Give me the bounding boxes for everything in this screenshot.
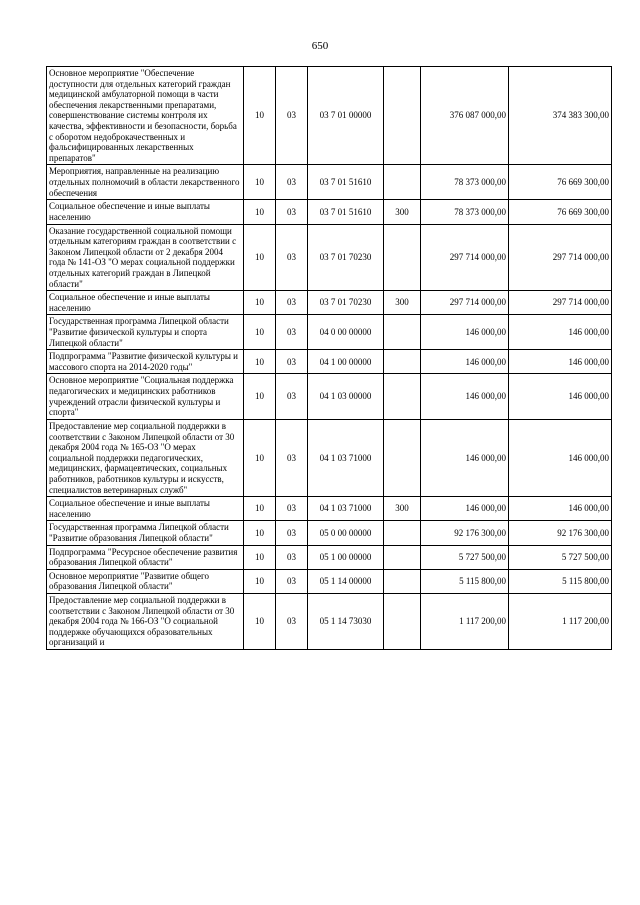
row-amount-1-cell: 146 000,00 — [421, 419, 509, 496]
row-subsection-cell: 03 — [276, 419, 308, 496]
row-amount-1-cell: 92 176 300,00 — [421, 521, 509, 545]
page-number: 650 — [311, 40, 329, 52]
row-name-cell: Основное мероприятие "Социальная поддержка педагогических и медицинских работников учреждений отрасли физической культуры и спорта" — [47, 374, 244, 419]
table-row — [47, 419, 612, 496]
row-expense-type-cell — [384, 224, 421, 291]
row-target-article-cell: 03 7 01 00000 — [308, 67, 384, 165]
row-subsection-cell: 03 — [276, 200, 308, 224]
row-amount-2-cell: 76 669 300,00 — [509, 200, 612, 224]
row-target-article-cell: 05 1 14 00000 — [308, 569, 384, 593]
row-subsection-cell: 03 — [276, 569, 308, 593]
row-target-article-cell: 04 1 03 71000 — [308, 419, 384, 496]
row-name-cell: Предоставление мер социальной поддержки в соответствии с Законом Липецкой области от 30 декабря 2004 года № 165-ОЗ "О мерах социальной поддержки педагогических, медицинских, фармацевтических, социальных работников, работников культуры и искусств, специалистов ветеринарных служб" — [47, 419, 244, 496]
row-expense-type-cell — [384, 374, 421, 419]
row-amount-1-cell: 5 727 500,00 — [421, 545, 509, 569]
row-expense-type-cell — [384, 545, 421, 569]
row-amount-2-cell: 5 115 800,00 — [509, 569, 612, 593]
row-subsection-cell: 03 — [276, 291, 308, 315]
row-target-article-cell: 05 1 14 73030 — [308, 594, 384, 650]
row-subsection-cell: 03 — [276, 521, 308, 545]
row-name-cell: Подпрограмма "Развитие физической культуры и массового спорта на 2014-2020 годы" — [47, 350, 244, 374]
row-amount-2-cell: 297 714 000,00 — [509, 291, 612, 315]
row-amount-1-cell: 146 000,00 — [421, 374, 509, 419]
row-subsection-cell: 03 — [276, 315, 308, 350]
row-target-article-cell: 05 1 00 00000 — [308, 545, 384, 569]
row-section-cell: 10 — [244, 350, 276, 374]
row-section-cell: 10 — [244, 594, 276, 650]
row-subsection-cell: 03 — [276, 594, 308, 650]
row-target-article-cell: 05 0 00 00000 — [308, 521, 384, 545]
row-target-article-cell: 04 1 00 00000 — [308, 350, 384, 374]
row-amount-1-cell: 146 000,00 — [421, 350, 509, 374]
row-amount-1-cell: 297 714 000,00 — [421, 291, 509, 315]
table-row — [47, 165, 612, 200]
row-section-cell: 10 — [244, 545, 276, 569]
row-subsection-cell: 03 — [276, 350, 308, 374]
row-amount-2-cell: 1 117 200,00 — [509, 594, 612, 650]
budget-table-body — [47, 67, 612, 650]
row-subsection-cell: 03 — [276, 165, 308, 200]
row-amount-1-cell: 5 115 800,00 — [421, 569, 509, 593]
row-expense-type-cell — [384, 569, 421, 593]
row-subsection-cell: 03 — [276, 545, 308, 569]
row-expense-type-cell — [384, 67, 421, 165]
row-name-cell: Предоставление мер социальной поддержки в соответствии с Законом Липецкой области от 30 декабря 2004 года № 166-ОЗ "О социальной поддержке обучающихся образовательных организаций и — [47, 594, 244, 650]
row-section-cell: 10 — [244, 224, 276, 291]
row-section-cell: 10 — [244, 67, 276, 165]
row-amount-2-cell: 92 176 300,00 — [509, 521, 612, 545]
row-amount-2-cell: 146 000,00 — [509, 350, 612, 374]
table-row — [47, 497, 612, 521]
row-name-cell: Социальное обеспечение и иные выплаты населению — [47, 200, 244, 224]
row-target-article-cell: 04 1 03 00000 — [308, 374, 384, 419]
row-amount-1-cell: 297 714 000,00 — [421, 224, 509, 291]
table-row — [47, 545, 612, 569]
row-amount-2-cell: 5 727 500,00 — [509, 545, 612, 569]
row-name-cell: Государственная программа Липецкой области "Развитие образования Липецкой области" — [47, 521, 244, 545]
row-subsection-cell: 03 — [276, 374, 308, 419]
row-amount-2-cell: 297 714 000,00 — [509, 224, 612, 291]
row-amount-1-cell: 78 373 000,00 — [421, 165, 509, 200]
row-section-cell: 10 — [244, 200, 276, 224]
table-row — [47, 521, 612, 545]
row-target-article-cell: 04 0 00 00000 — [308, 315, 384, 350]
row-target-article-cell: 03 7 01 70230 — [308, 291, 384, 315]
row-name-cell: Подпрограмма "Ресурсное обеспечение развития образования Липецкой области" — [47, 545, 244, 569]
row-amount-2-cell: 146 000,00 — [509, 374, 612, 419]
row-section-cell: 10 — [244, 165, 276, 200]
row-amount-1-cell: 78 373 000,00 — [421, 200, 509, 224]
table-row — [47, 291, 612, 315]
row-amount-2-cell: 76 669 300,00 — [509, 165, 612, 200]
row-amount-2-cell: 146 000,00 — [509, 497, 612, 521]
row-subsection-cell: 03 — [276, 497, 308, 521]
row-section-cell: 10 — [244, 291, 276, 315]
row-target-article-cell: 03 7 01 51610 — [308, 200, 384, 224]
row-subsection-cell: 03 — [276, 67, 308, 165]
row-name-cell: Социальное обеспечение и иные выплаты населению — [47, 497, 244, 521]
row-expense-type-cell — [384, 521, 421, 545]
row-expense-type-cell: 300 — [384, 291, 421, 315]
row-target-article-cell: 04 1 03 71000 — [308, 497, 384, 521]
row-section-cell: 10 — [244, 315, 276, 350]
table-row — [47, 569, 612, 593]
table-row — [47, 224, 612, 291]
row-section-cell: 10 — [244, 521, 276, 545]
row-subsection-cell: 03 — [276, 224, 308, 291]
row-expense-type-cell — [384, 419, 421, 496]
row-expense-type-cell — [384, 165, 421, 200]
row-amount-1-cell: 376 087 000,00 — [421, 67, 509, 165]
budget-table — [46, 66, 612, 650]
row-name-cell: Основное мероприятие "Развитие общего образования Липецкой области" — [47, 569, 244, 593]
row-section-cell: 10 — [244, 569, 276, 593]
row-amount-1-cell: 146 000,00 — [421, 315, 509, 350]
table-row — [47, 594, 612, 650]
table-row — [47, 67, 612, 165]
row-amount-2-cell: 374 383 300,00 — [509, 67, 612, 165]
row-target-article-cell: 03 7 01 70230 — [308, 224, 384, 291]
table-row — [47, 350, 612, 374]
row-section-cell: 10 — [244, 497, 276, 521]
row-amount-1-cell: 1 117 200,00 — [421, 594, 509, 650]
row-target-article-cell: 03 7 01 51610 — [308, 165, 384, 200]
row-expense-type-cell — [384, 350, 421, 374]
table-row — [47, 315, 612, 350]
row-amount-2-cell: 146 000,00 — [509, 419, 612, 496]
row-expense-type-cell — [384, 315, 421, 350]
row-name-cell: Государственная программа Липецкой области "Развитие физической культуры и спорта Липецкой области" — [47, 315, 244, 350]
row-section-cell: 10 — [244, 374, 276, 419]
row-section-cell: 10 — [244, 419, 276, 496]
row-amount-2-cell: 146 000,00 — [509, 315, 612, 350]
row-expense-type-cell — [384, 594, 421, 650]
row-name-cell: Основное мероприятие "Обеспечение доступности для отдельных категорий граждан медицинской амбулаторной помощи в части обеспечения лекарственными препаратами, совершенствование системы контроля их качества, эффективности и безопасности, борьба с оборотом недоброкачественных и фальсифицированных лекарственных препаратов" — [47, 67, 244, 165]
row-expense-type-cell: 300 — [384, 497, 421, 521]
row-name-cell: Оказание государственной социальной помощи отдельным категориям граждан в соответствии с Законом Липецкой области от 2 декабря 2004 года № 141-ОЗ "О мерах социальной поддержки отдельных категорий граждан в Липецкой области" — [47, 224, 244, 291]
row-expense-type-cell: 300 — [384, 200, 421, 224]
row-name-cell: Социальное обеспечение и иные выплаты населению — [47, 291, 244, 315]
table-row — [47, 200, 612, 224]
row-name-cell: Мероприятия, направленные на реализацию отдельных полномочий в области лекарственного обеспечения — [47, 165, 244, 200]
table-row — [47, 374, 612, 419]
row-amount-1-cell: 146 000,00 — [421, 497, 509, 521]
